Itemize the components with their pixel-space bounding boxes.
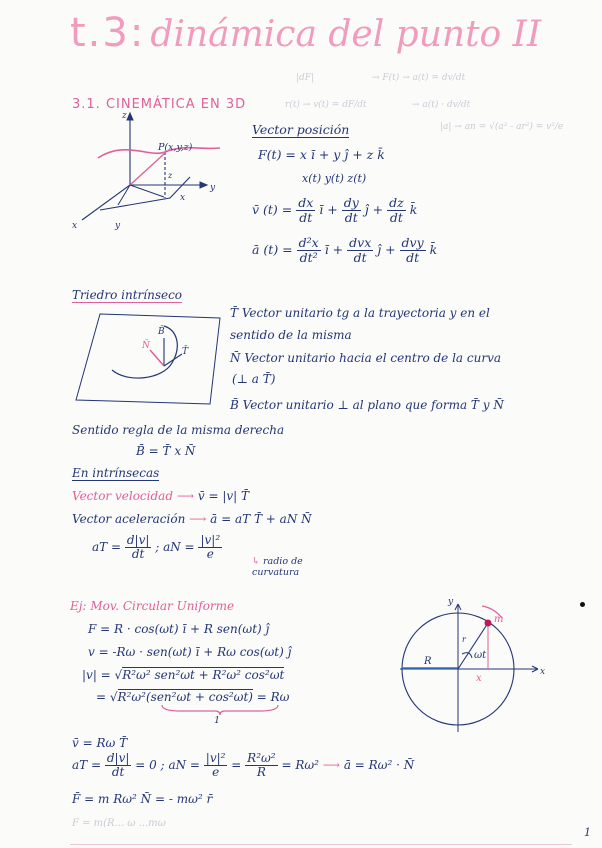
svg-text:N̄: N̄ xyxy=(142,341,150,351)
T-description-1: T̄ Vector unitario tg a la trayectoria y en el xyxy=(230,306,490,320)
faint-note-c: → F(t) → a(t) = dv/dt xyxy=(372,73,466,83)
faint-note-e: |a| → an = √(a² - ar²) = v²/e xyxy=(440,122,564,132)
faint-note-b: r(t) → v(t) = dF/dt xyxy=(285,100,367,110)
components: x(t) y(t) z(t) xyxy=(302,172,367,185)
T-arrow xyxy=(164,354,182,366)
mass-point xyxy=(485,620,492,627)
position-line xyxy=(458,623,488,669)
axis-x-label: x xyxy=(72,221,78,231)
triedro-diagram xyxy=(72,308,222,408)
brace-note: 1 xyxy=(214,715,221,726)
example-line-1: F = R · cos(ωt) ī + R sen(ωt) ĵ xyxy=(88,622,270,636)
trajectory xyxy=(112,326,177,378)
bullet-dot xyxy=(580,602,585,607)
svg-text:m: m xyxy=(494,614,504,625)
x-axis xyxy=(82,185,130,220)
bottom-rule xyxy=(70,844,572,845)
example-line-7: F̄ = m Rω² N̄ = - mω² r̄ xyxy=(72,792,213,806)
T-description-2: sentido de la misma xyxy=(230,328,352,342)
example-line-5: v̄ = Rω T̄ xyxy=(72,736,128,750)
acceleration-eq: ā (t) = $\frac{\text{d²x}}{\text{dt²}}$ ī + $\frac{\text{dvx}}{dt}$ ĵ + $\frac{\text{dvy}}{dt}$ k̄ xyxy=(252,235,438,265)
example-line-4: = √R²ω²(sen²ωt + cos²ωt) = Rω xyxy=(96,690,290,704)
acceleration-row: Vector aceleración ⟶ ā = aT T̄ + aN N̄ xyxy=(72,512,312,526)
radio-curvatura-note: ↳ radio de curvatura xyxy=(252,556,303,579)
projection-plane xyxy=(100,177,190,210)
example-line-8-faint: F = m(R... ω ...mω xyxy=(72,818,166,829)
faint-note-a: |dF| xyxy=(296,73,315,83)
axis-z-label: z xyxy=(122,111,127,121)
point-label: P(x,y,z) xyxy=(158,142,193,153)
cross-product: B̄ = T̄ x N̄ xyxy=(136,444,196,458)
svg-text:T̄: T̄ xyxy=(182,347,189,357)
section-heading: 3.1. CINEMÁTICA EN 3D xyxy=(72,97,247,112)
plane-outline xyxy=(76,314,220,404)
proj-z-label: z xyxy=(168,171,173,180)
example-heading: Ej: Mov. Circular Uniforme xyxy=(70,599,235,613)
svg-text:y: y xyxy=(448,597,454,607)
velocity-row: Vector velocidad ⟶ v̄ = |v| T̄ xyxy=(72,489,250,503)
proj-x-label: x xyxy=(180,193,186,203)
faint-note-d: → a(t) · dv/dt xyxy=(412,100,471,110)
N-arrow xyxy=(150,350,164,366)
B-description: B̄ Vector unitario ⊥ al plano que forma T̄ y N̄ xyxy=(230,398,504,412)
page-title xyxy=(70,10,541,56)
svg-text:R: R xyxy=(424,656,432,667)
axis-y-label: y xyxy=(210,183,216,193)
title-number: t.3: xyxy=(70,10,146,56)
N-description-2: (⊥ a T̄) xyxy=(232,372,276,386)
projection-line xyxy=(130,185,164,197)
position-vector-arrow xyxy=(130,154,164,185)
page-number: 1 xyxy=(584,826,591,839)
svg-text:x: x xyxy=(540,667,546,677)
title-text: dinámica del punto II xyxy=(150,14,542,55)
triedro-heading: Triedro intrínseco xyxy=(72,288,183,302)
proj-y-label: y xyxy=(115,221,121,231)
aT-aN-formulas: aT = $\frac{d|v|}{dt}$ ; aN = $\frac{\text{|v|²}}{e}$ xyxy=(92,533,221,562)
example-line-3: |v| = √R²ω² sen²ωt + R²ω² cos²ωt xyxy=(82,668,285,682)
intrinsecas-heading: En intrínsecas xyxy=(72,466,160,480)
cartesian-3d-diagram xyxy=(70,110,250,235)
velocity-eq: v̄ (t) = $\frac{dx}{dt}$ ī + $\frac{dy}{dt}$ ĵ + $\frac{dz}{dt}$ k̄ xyxy=(252,195,418,225)
N-description-1: N̄ Vector unitario hacia el centro de la curva xyxy=(230,351,502,365)
position-eq: F(t) = x ī + y ĵ + z k̄ xyxy=(258,147,385,162)
right-hand-rule: Sentido regla de la misma derecha xyxy=(72,423,285,437)
circular-motion-diagram xyxy=(390,592,550,737)
example-line-2: v = -Rω · sen(ωt) ī + Rω cos(ωt) ĵ xyxy=(88,645,292,659)
identity-brace xyxy=(160,703,280,715)
svg-text:ωt: ωt xyxy=(474,650,487,661)
svg-text:B̄: B̄ xyxy=(158,327,165,337)
position-vector-heading: Vector posición xyxy=(252,122,350,137)
svg-text:x: x xyxy=(476,673,482,684)
example-line-6: aT = $\frac{d|v|}{dt}$ = 0 ; aN = $\frac{\text{|v|²}}{e}$ = $\frac{\text{R²ω²}}{R}$ = Rω² ⟶ ā = Rω² · N̄ xyxy=(72,751,415,780)
svg-text:r: r xyxy=(462,635,466,644)
